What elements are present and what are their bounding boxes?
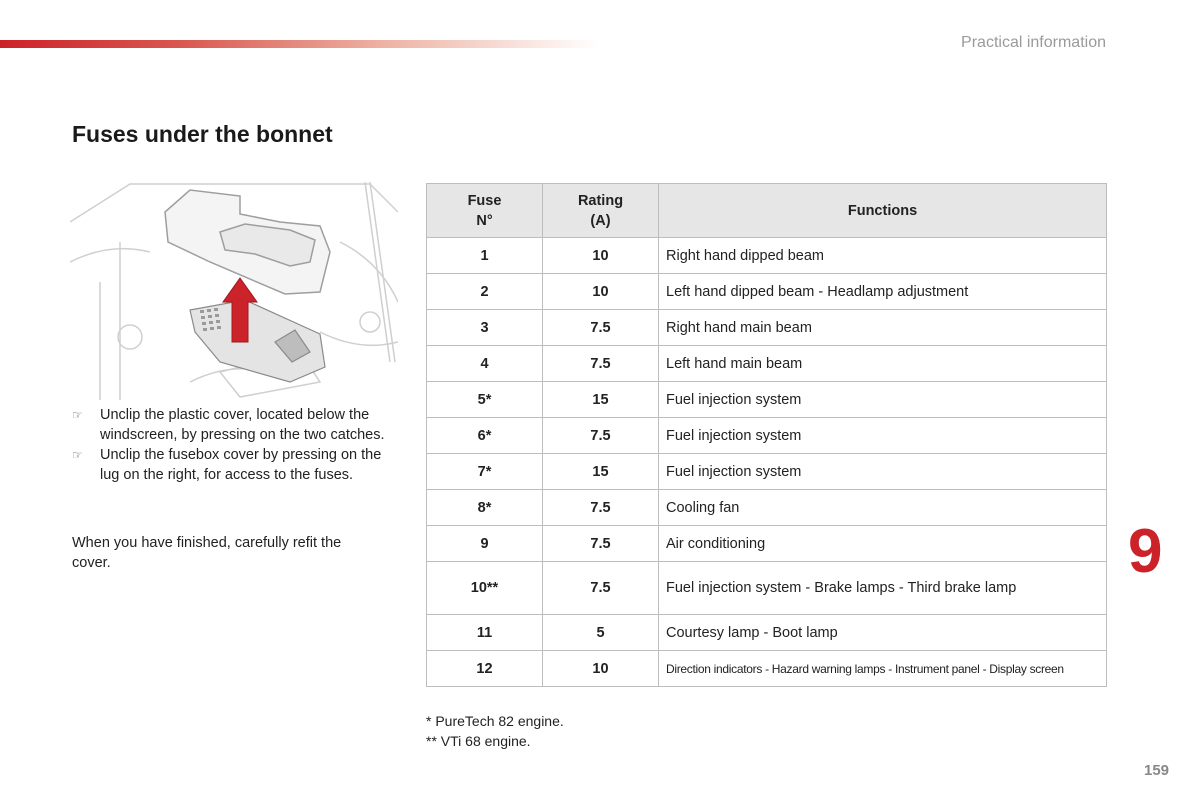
hand-pointer-icon: ☞ <box>72 408 83 422</box>
fuse-number: 10** <box>427 562 543 615</box>
fuse-rating: 5 <box>543 615 659 651</box>
fuse-rating: 7.5 <box>543 346 659 382</box>
table-row <box>427 615 1107 651</box>
fuse-function: Right hand dipped beam <box>659 238 1107 274</box>
fuse-rating: 7.5 <box>543 490 659 526</box>
instruction-item <box>72 405 402 445</box>
fuse-rating: 10 <box>543 238 659 274</box>
fuse-number: 2 <box>427 274 543 310</box>
fuse-rating: 7.5 <box>543 526 659 562</box>
page-title: Fuses under the bonnet <box>72 121 333 147</box>
instruction-item <box>72 445 402 485</box>
fuse-number-header: Fuse N° <box>427 184 543 238</box>
fuse-number: 5* <box>427 382 543 418</box>
table-row <box>427 382 1107 418</box>
fuse-function: Courtesy lamp - Boot lamp <box>659 615 1107 651</box>
instruction-text: Unclip the fusebox cover by pressing on the lug on the right, for access to the fuses. <box>100 447 382 483</box>
instruction-text: Unclip the plastic cover, located below the windscreen, by pressing on the two catches. <box>100 407 385 443</box>
table-row <box>427 238 1107 274</box>
header-accent-bar <box>0 40 600 48</box>
fuse-rating: 15 <box>543 454 659 490</box>
fuse-number: 3 <box>427 310 543 346</box>
fuse-number: 4 <box>427 346 543 382</box>
fuse-function: Fuel injection system <box>659 382 1107 418</box>
fuse-number: 11 <box>427 615 543 651</box>
fuse-number: 1 <box>427 238 543 274</box>
table-row <box>427 562 1107 615</box>
table-row <box>427 346 1107 382</box>
table-row <box>427 490 1107 526</box>
fuse-function: Right hand main beam <box>659 310 1107 346</box>
fuse-rating: 10 <box>543 651 659 687</box>
fuse-table <box>426 183 1107 687</box>
fuse-function: Left hand main beam <box>659 346 1107 382</box>
fuse-number: 8* <box>427 490 543 526</box>
functions-header: Functions <box>659 184 1107 238</box>
fuse-number: 9 <box>427 526 543 562</box>
rating-header: Rating (A) <box>543 184 659 238</box>
footnotes <box>426 711 564 751</box>
fuse-rating: 7.5 <box>543 418 659 454</box>
table-row <box>427 274 1107 310</box>
footnote: ** VTi 68 engine. <box>426 733 531 749</box>
fuse-function: Direction indicators - Hazard warning lamps - Instrument panel - Display screen <box>659 651 1107 687</box>
table-header-row <box>427 184 1107 238</box>
fusebox-illustration <box>70 182 398 400</box>
fuse-number: 12 <box>427 651 543 687</box>
table-row <box>427 310 1107 346</box>
fuse-number: 7* <box>427 454 543 490</box>
table-row <box>427 526 1107 562</box>
fuse-function: Fuel injection system <box>659 418 1107 454</box>
fuse-rating: 10 <box>543 274 659 310</box>
fuse-function: Fuel injection system <box>659 454 1107 490</box>
fuse-rating: 7.5 <box>543 562 659 615</box>
instructions-list <box>72 405 402 485</box>
chapter-number: 9 <box>1128 517 1163 586</box>
section-header: Practical information <box>961 34 1106 51</box>
hand-pointer-icon: ☞ <box>72 448 83 462</box>
fuse-function: Fuel injection system - Brake lamps - Third brake lamp <box>659 562 1107 615</box>
closing-note: When you have finished, carefully refit the cover. <box>72 535 342 571</box>
fuse-function: Left hand dipped beam - Headlamp adjustment <box>659 274 1107 310</box>
fuse-function: Air conditioning <box>659 526 1107 562</box>
footnote: * PureTech 82 engine. <box>426 713 564 729</box>
table-row <box>427 454 1107 490</box>
fuse-rating: 7.5 <box>543 310 659 346</box>
table-row <box>427 651 1107 687</box>
fuse-number: 6* <box>427 418 543 454</box>
table-row <box>427 418 1107 454</box>
page-number: 159 <box>1144 762 1170 779</box>
fuse-rating: 15 <box>543 382 659 418</box>
fuse-function: Cooling fan <box>659 490 1107 526</box>
